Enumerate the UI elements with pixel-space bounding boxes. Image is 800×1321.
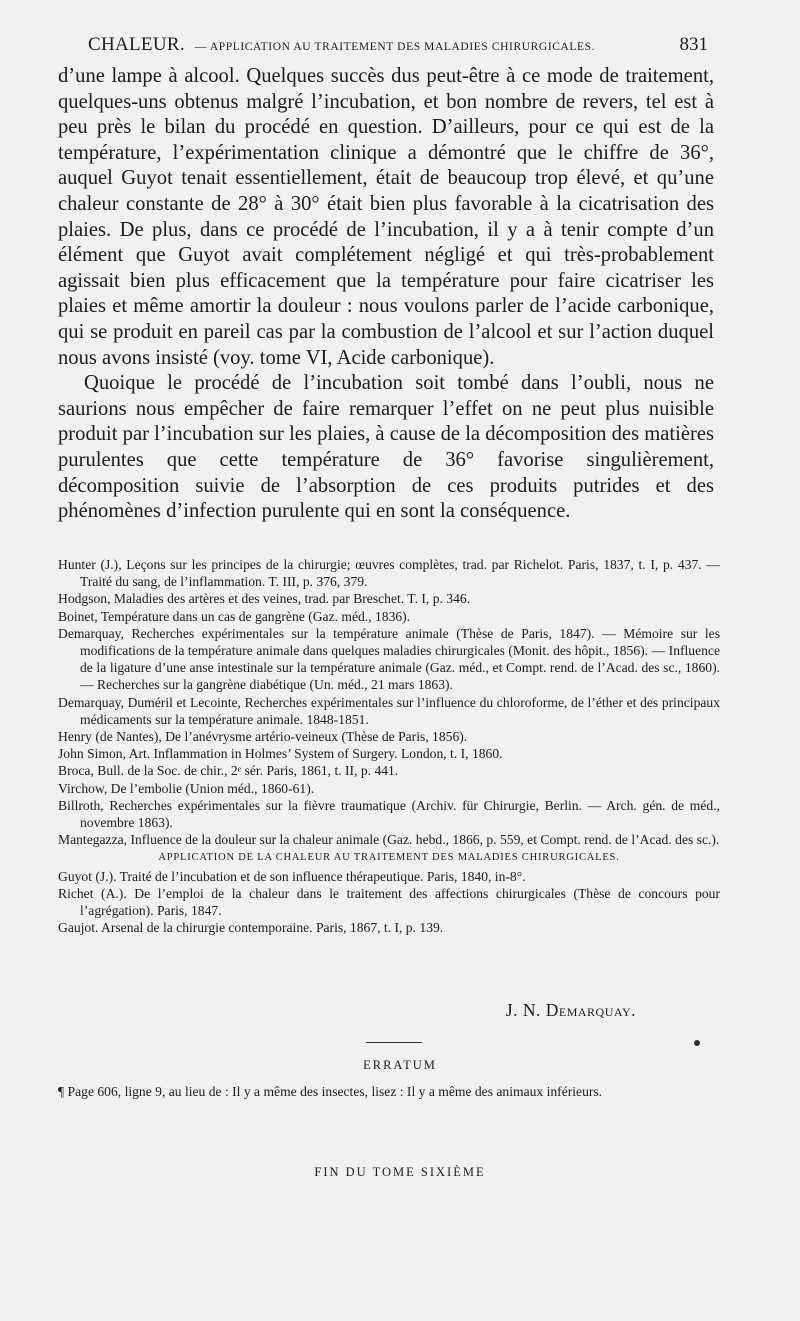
divider-rule — [366, 1042, 422, 1043]
reference-item: John Simon, Art. Inflammation in Holmes’ System of Surgery. London, t. I, 1860. — [58, 746, 503, 762]
reference-item: Demarquay, Recherches expérimentales sur la température animale (Thèse de Paris, 1847). — Mémoire sur les modifications de la température animale dans quelques maladies chirurgicales (Monit. des hôpit., 1856). — Influence de la ligature d’une anse intestinale sur la température animale (Gaz. méd., et Compt. rend. de l’Acad. des sc., 1860). — Recherches sur la gangrène diabétique (Un. méd., 21 mars 1863). — [58, 625, 720, 693]
reference-item: Demarquay, Duméril et Lecointe, Recherches expérimentales sur l’influence du chloroforme, de l’éther et des principaux médicaments sur la température animale. 1848-1851. — [58, 694, 720, 727]
paragraph-2: Quoique le procédé de l’incubation soit tombé dans l’oubli, nous ne saurions nous empêcher de faire remarquer l’effet on ne peut plus nuisible produit par l’incubation sur les plaies, à cause de la décomposition des matières purulentes que cette température de 36° favorise singulièrement, décomposition suivie de l’absorption de ces produits putrides et des phénomènes d’infection purulente qui en sont la conséquence. — [58, 372, 714, 523]
reference-item: Guyot (J.). Traité de l’incubation et de son influence thérapeutique. Paris, 1840, in-8°. — [58, 868, 526, 884]
bibliography — [58, 556, 720, 936]
bibliography-subheading: APPLICATION DE LA CHALEUR AU TRAITEMENT DES MALADIES CHIRURGICALES. — [158, 852, 620, 864]
reference-item: Hodgson, Maladies des artères et des veines, trad. par Breschet. T. I, p. 346. — [58, 591, 471, 607]
header-title: CHALEUR. — [88, 34, 185, 55]
reference-item: Hunter (J.), Leçons sur les principes de la chirurgie; œuvres complètes, trad. par Richelot. Paris, 1837, t. I, p. 437. — Traité du sang, de l’inflammation. T. III, p. 376, 379. — [58, 557, 720, 590]
page-number: 831 — [679, 34, 708, 55]
header-subtitle: — APPLICATION AU TRAITEMENT DES MALADIES CHIRURGICALES. — [194, 41, 596, 53]
reference-item: Boinet, Température dans un cas de gangrène (Gaz. méd., 1836). — [58, 608, 411, 624]
reference-item: Richet (A.). De l’emploi de la chaleur dans le traitement des affections chirurgicales (Thèse de concours pour l’agrégation). Paris, 1847. — [58, 885, 720, 919]
author-signature: J. N. Demarquay. — [505, 1000, 636, 1020]
reference-item: Billroth, Recherches expérimentales sur la fièvre traumatique (Archiv. für Chirurgie, Berlin. — Arch. gén. de méd., novembre 1863). — [58, 797, 720, 831]
erratum-heading: ERRATUM — [363, 1058, 437, 1072]
reference-item: Mantegazza, Influence de la douleur sur la chaleur animale (Gaz. hebd., 1866, p. 559, et Compt. rend. de l’Acad. des sc.). — [58, 832, 720, 848]
ink-dot — [694, 1040, 700, 1046]
main-text — [58, 64, 714, 525]
reference-item: Henry (de Nantes), De l’anévrysme artério-veineux (Thèse de Paris, 1856). — [58, 729, 468, 745]
paragraph-1: d’une lampe à alcool. Quelques succès dus peut-être à ce mode de traitement, quelques-uns obtenus malgré l’incubation, et bon nombre de revers, tel est à peu près le bilan du procédé en question. D’ailleurs, pour ce qui est de la température, l’expérimentation clinique a démontré que le chiffre de 36°, auquel Guyot tenait essentiellement, était de beaucoup trop élevé, et qu’une chaleur constante de 28° à 30° était bien plus favorable à la cicatrisation des plaies. De plus, dans ce procédé de l’incubation, il y a à tenir compte d’un élément que Guyot avait complétement négligé et qui très-probablement agissait bien plus efficacement que la température pour faire cicatriser les plaies et même amortir la douleur : nous voulons parler de l’acide carbonique, qui se produit en pareil cas par la combustion de l’alcool et sur l’action duquel nous avons insisté (voy. tome VI, Acide carbonique). — [58, 65, 714, 369]
running-header — [88, 34, 708, 60]
end-of-volume: FIN DU TOME SIXIÈME — [314, 1165, 486, 1179]
erratum-text: ¶ Page 606, ligne 9, au lieu de : Il y a même des insectes, lisez : Il y a même des animaux inférieurs. — [58, 1084, 603, 1099]
reference-item: Gaujot. Arsenal de la chirurgie contemporaine. Paris, 1867, t. I, p. 139. — [58, 920, 444, 936]
reference-item: Virchow, De l’embolie (Union méd., 1860-61). — [58, 780, 315, 796]
reference-item: Broca, Bull. de la Soc. de chir., 2ᵉ sér. Paris, 1861, t. II, p. 441. — [58, 763, 399, 779]
